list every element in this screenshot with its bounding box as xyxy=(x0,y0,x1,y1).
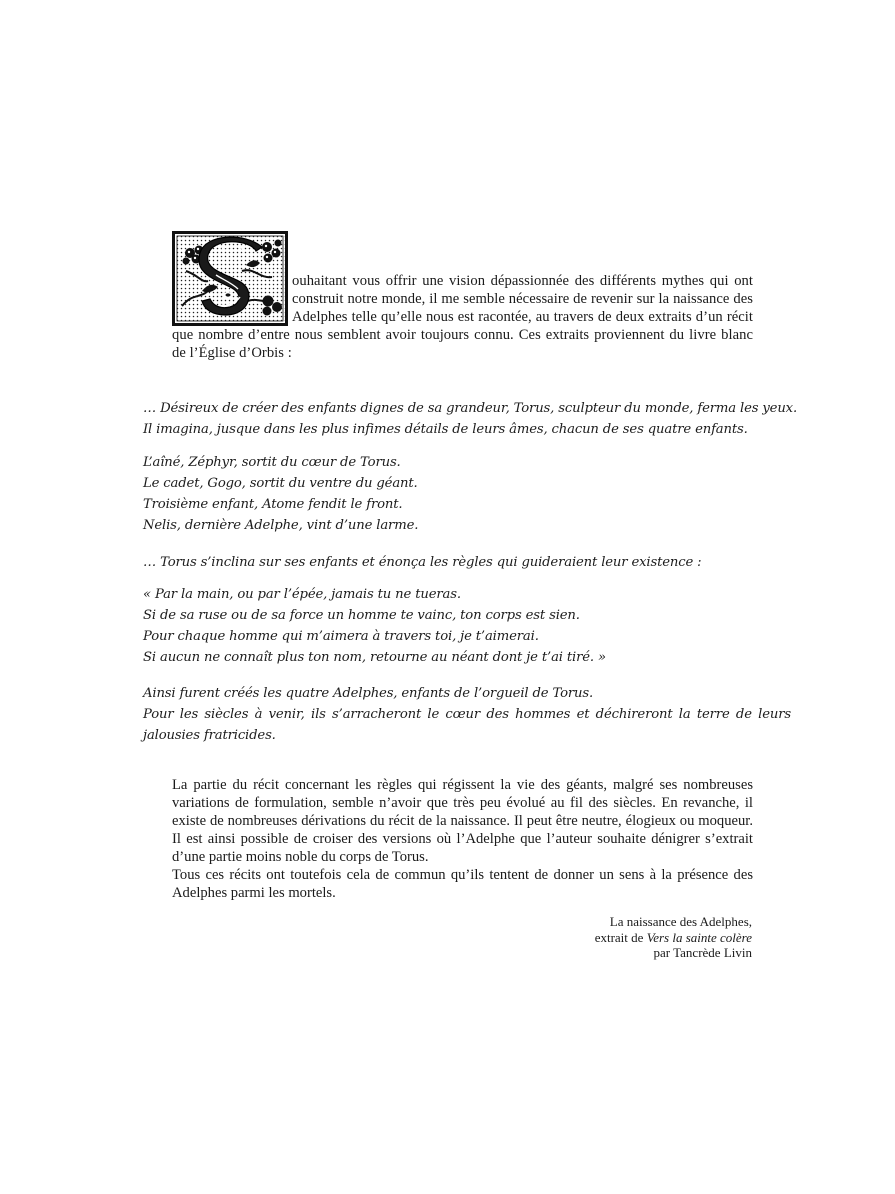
extract-line: Pour les siècles à venir, ils s’arracheront le cœur des hommes et déchireront la terre de leurs jalousies fratricides. xyxy=(143,707,791,743)
attribution-source xyxy=(492,930,752,946)
extract-births xyxy=(143,452,793,536)
extract-opening xyxy=(143,398,798,440)
extract-line: … Désireux de créer des enfants dignes de sa grandeur, Torus, sculpteur du monde, ferma les yeux. xyxy=(143,401,798,416)
commentary-paragraph: La partie du récit concernant les règles qui régissent la vie des géants, malgré ses nombreuses variations de formulation, semble n’avoir que très peu évolué au fil des siècles. En revanche, il existe de nombreuses dérivations du récit de la naissance. Il peut être neutre, élogieux ou moqueur. Il est ainsi possible de croiser des versions où l’Adelphe que l’auteur souhaite dénigrer s’extrait d’une partie moins noble du corps de Torus. xyxy=(172,777,753,865)
attribution-title: La naissance des Adelphes, xyxy=(609,914,752,929)
attribution xyxy=(492,914,752,961)
extract-line: Si de sa ruse ou de sa force un homme te vainc, ton corps est sien. xyxy=(143,608,580,623)
extract-line: Ainsi furent créés les quatre Adelphes, enfants de l’orgueil de Torus. xyxy=(143,686,594,701)
drop-cap-s-icon xyxy=(172,231,288,326)
extract-line: « Par la main, ou par l’épée, jamais tu ne tueras. xyxy=(143,587,461,602)
extract-rules xyxy=(143,584,793,668)
commentary-paragraph: Tous ces récits ont toutefois cela de commun qu’ils tentent de donner un sens à la présence des Adelphes parmi les mortels. xyxy=(172,867,753,901)
extract-line: Troisième enfant, Atome fendit le front. xyxy=(143,497,403,512)
attribution-source-prefix: extrait de xyxy=(594,929,647,945)
attribution-author: par Tancrède Livin xyxy=(653,945,752,960)
commentary xyxy=(172,776,753,902)
extract-closing xyxy=(143,683,793,746)
extract-line: Nelis, dernière Adelphe, vint d’une larme. xyxy=(143,518,419,533)
extract-line: Si aucun ne connaît plus ton nom, retourne au néant dont je t’ai tiré. » xyxy=(143,650,606,665)
intro-paragraph xyxy=(172,230,753,362)
extract-line: Il imagina, jusque dans les plus infimes détails de leurs âmes, chacun de ses quatre enfants. xyxy=(143,422,748,437)
extract-line: Le cadet, Gogo, sortit du ventre du géant. xyxy=(143,476,418,491)
extract-line: L’aîné, Zéphyr, sortit du cœur de Torus. xyxy=(143,455,401,470)
attribution-book-title: Vers la sainte colère xyxy=(646,929,752,945)
extract-line: Pour chaque homme qui m’aimera à travers toi, je t’aimerai. xyxy=(143,629,539,644)
extract-rules-intro xyxy=(143,552,793,573)
intro-text: ouhaitant vous offrir une vision dépassionnée des différents mythes qui ont construit notre monde, il me semble nécessaire de revenir sur la naissance des Adelphes telle qu’elle nous est racontée, au travers de deux extraits d’un récit que nombre d’entre nous semblent avoir toujours connu. Ces extraits proviennent du livre blanc de l’Église d’Orbis : xyxy=(172,273,753,361)
illuminated-drop-cap xyxy=(172,231,288,326)
extract-line: … Torus s’inclina sur ses enfants et énonça les règles qui guideraient leur existence : xyxy=(143,555,702,570)
